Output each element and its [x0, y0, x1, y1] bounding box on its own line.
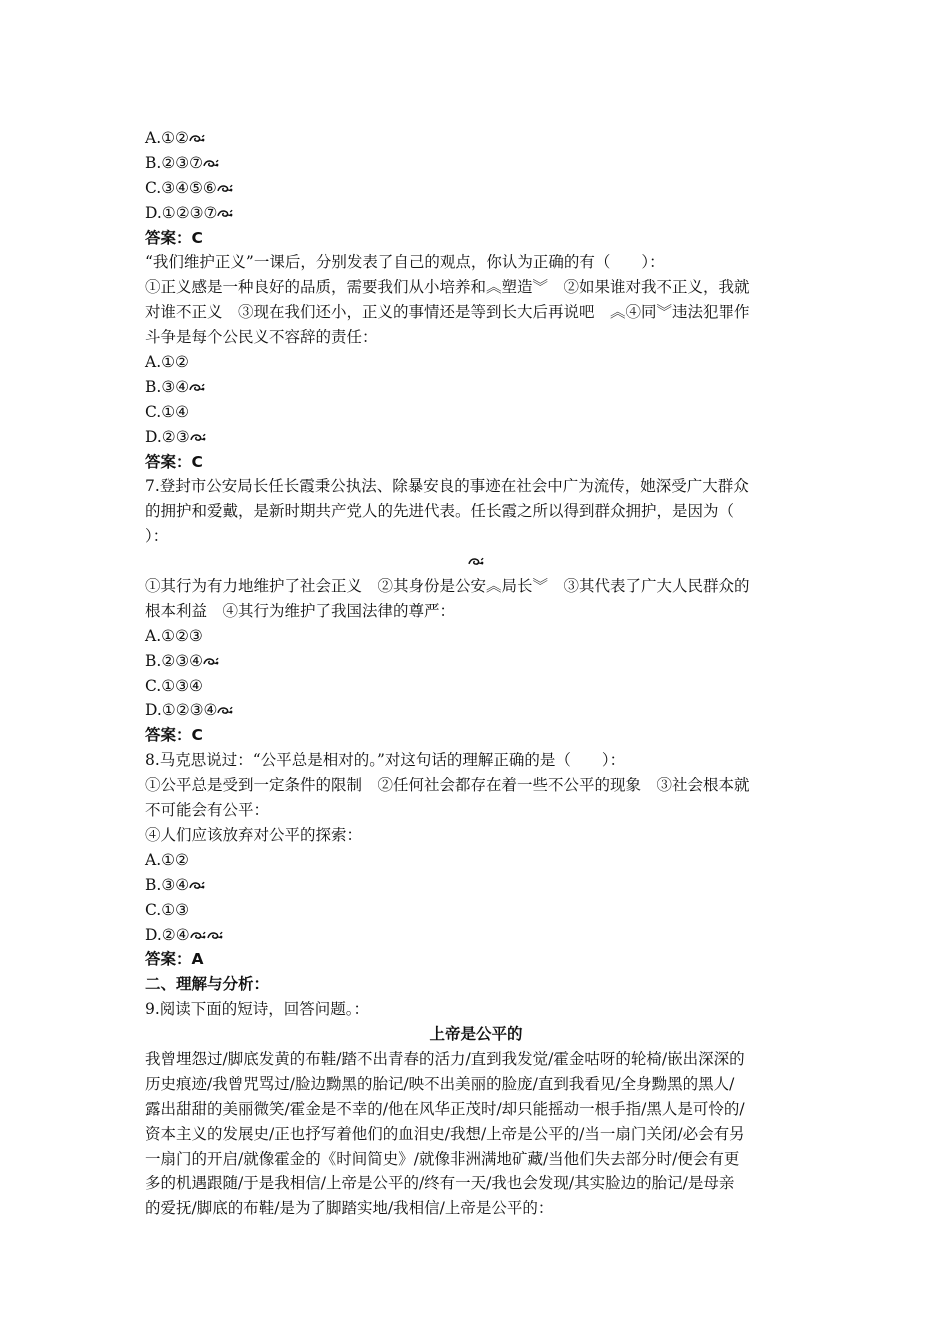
- poem-line: 露出甜甜的美丽微笑/霍金是不幸的/他在风华正茂时/却只能摇动一根手指/黑人是可怜的/: [145, 1099, 745, 1118]
- q5-option-d: D.①②③⑦: [145, 201, 807, 226]
- q7-option-a: A.①②③: [145, 626, 203, 645]
- q7-stem-3: ）：: [145, 527, 169, 546]
- decorative-mark-icon: [217, 704, 234, 716]
- q7-statements-1: ①其行为有力地维护了社会正义 ②其身份是公安︽局长︾ ③其代表了广大人民群众的: [145, 577, 750, 596]
- decorative-mark-icon: [217, 207, 234, 219]
- decorative-mark-icon: [189, 132, 206, 144]
- poem-line: 历史痕迹/我曾咒骂过/脸边黝黑的胎记/映不出美丽的脸庞/直到我看见/全身黝黑的黑人/: [145, 1074, 735, 1093]
- section-heading: 二、理解与分析：: [145, 975, 270, 994]
- q8-stem: 8.马克思说过：“公平总是相对的。”对这句话的理解正确的是（ ）：: [145, 751, 626, 770]
- q6-stem: “我们维护正义”一课后，分别发表了自己的观点，你认为正确的有（ ）：: [145, 253, 665, 272]
- poem-title: 上帝是公平的: [429, 1025, 523, 1044]
- decorative-mark-icon: [189, 381, 206, 393]
- decorative-mark-icon: [468, 555, 485, 567]
- q6-answer: 答案：C: [145, 452, 203, 471]
- q7-answer: 答案：C: [145, 726, 203, 745]
- q6-option-b: B.③④: [145, 375, 807, 400]
- q7-decorative-line: [145, 549, 807, 574]
- q5-option-c: C.③④⑤⑥: [145, 176, 807, 201]
- q5-option-a: A.①②: [145, 126, 807, 151]
- q7-option-c: C.①③④: [145, 676, 203, 695]
- document-page: [145, 126, 807, 1221]
- q8-option-a: A.①②: [145, 850, 189, 869]
- poem-line: 我曾埋怨过/脚底发黄的布鞋/踏不出青春的活力/直到我发觉/霍金咕呀的轮椅/嵌出深深的: [145, 1049, 745, 1068]
- poem-line: 资本主义的发展史/正也抒写着他们的血泪史/我想/上帝是公平的/当一扇门关闭/必会有另: [145, 1124, 745, 1143]
- q7-stem-2: 的拥护和爱戴，是新时期共产党人的先进代表。任长霞之所以得到群众拥护，是因为（: [145, 502, 735, 521]
- q5-answer: 答案：C: [145, 228, 203, 247]
- q9-stem: 9.阅读下面的短诗，回答问题。：: [145, 1000, 370, 1019]
- q8-option-c: C.①③: [145, 900, 190, 919]
- q8-statements-2: 不可能会有公平：: [145, 801, 270, 820]
- q6-option-c: C.①④: [145, 402, 190, 421]
- decorative-mark-icon: [203, 655, 220, 667]
- q7-option-b: B.②③④: [145, 649, 807, 674]
- q6-option-d: D.②③: [145, 425, 807, 450]
- q5-option-b: B.②③⑦: [145, 151, 807, 176]
- q7-option-d: D.①②③④: [145, 698, 807, 723]
- q6-statements-3: 斗争是每个公民义不容辞的责任：: [145, 328, 378, 347]
- decorative-mark-icon: [217, 182, 234, 194]
- q8-answer: 答案：A: [145, 950, 204, 969]
- q6-option-a: A.①②: [145, 353, 189, 372]
- poem-line: 一扇门的开启/就像霍金的《时间简史》/就像非洲满地矿藏/当他们失去部分时/便会有更: [145, 1149, 740, 1168]
- q8-option-d: D.②④: [145, 923, 807, 948]
- decorative-mark-icon: [207, 929, 224, 941]
- q8-statements-1: ①公平总是受到一定条件的限制 ②任何社会都存在着一些不公平的现象 ③社会根本就: [145, 776, 750, 795]
- poem-line: 的爱抚/脚底的布鞋/是为了脚踏实地/我相信/上帝是公平的：: [145, 1199, 554, 1218]
- q6-statements-2: 对谁不正义 ③现在我们还小，正义的事情还是等到长大后再说吧 ︽④同︾违法犯罪作: [145, 303, 750, 322]
- decorative-mark-icon: [190, 929, 207, 941]
- q8-statements-3: ④人们应该放弃对公平的探索：: [145, 825, 363, 844]
- q6-statements-1: ①正义感是一种良好的品质，需要我们从小培养和︽塑造︾ ②如果谁对我不正义，我就: [145, 278, 750, 297]
- q7-statements-2: 根本利益 ④其行为维护了我国法律的尊严：: [145, 601, 456, 620]
- decorative-mark-icon: [189, 879, 206, 891]
- q8-option-b: B.③④: [145, 873, 807, 898]
- decorative-mark-icon: [190, 431, 207, 443]
- poem-line: 多的机遇跟随/于是我相信/上帝是公平的/终有一天/我也会发现/其实脸边的胎记/是母亲: [145, 1174, 735, 1193]
- q7-stem-1: 7.登封市公安局长任长霞秉公执法、除暴安良的事迹在社会中广为流传，她深受广大群众: [145, 477, 749, 496]
- decorative-mark-icon: [203, 157, 220, 169]
